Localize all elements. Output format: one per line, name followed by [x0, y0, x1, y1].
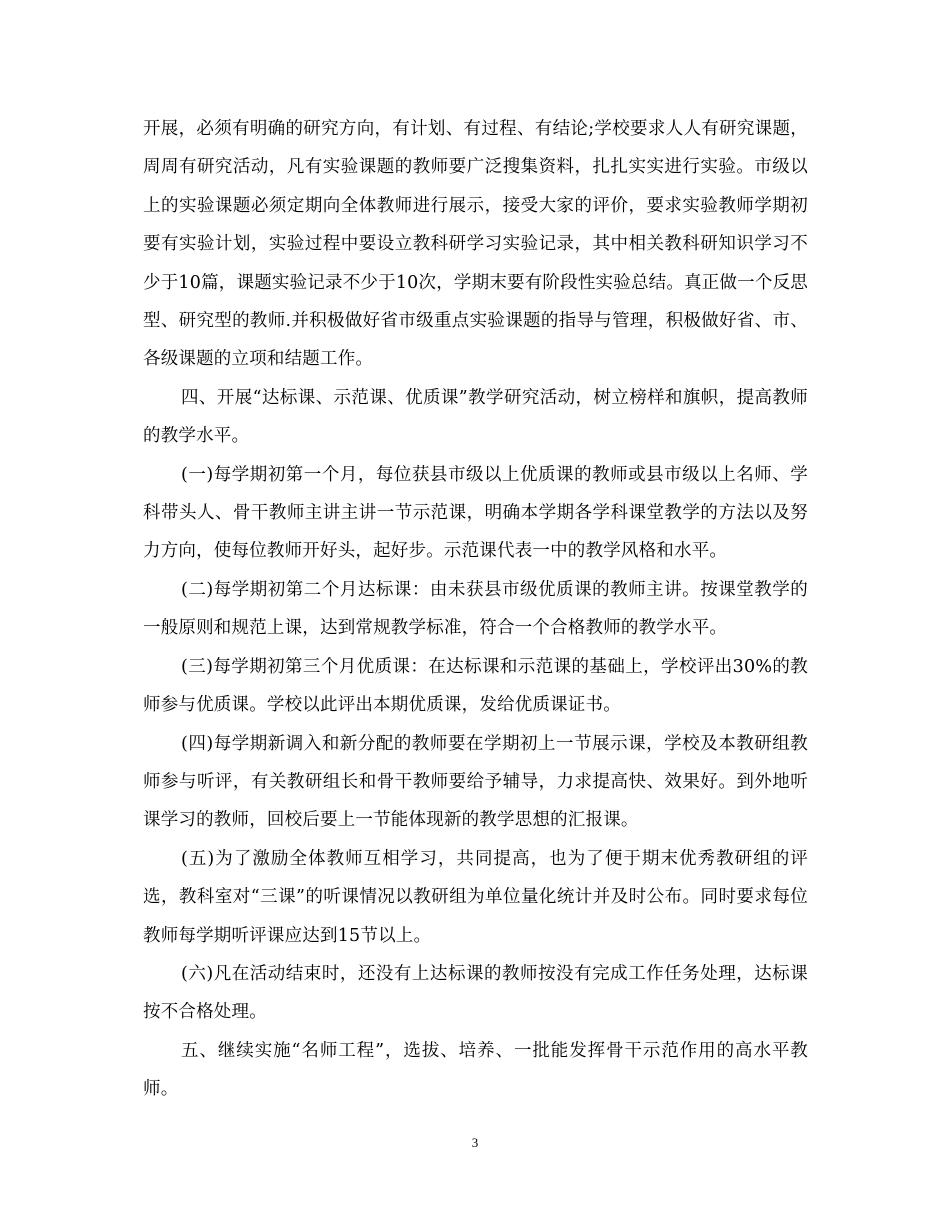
document-body [143, 110, 808, 1109]
paragraph-item-six: (六)凡在活动结束时，还没有上达标课的教师按没有完成工作任务处理，达标课按不合格处理。 [143, 963, 808, 1023]
paragraph-item-four: (四)每学期新调入和新分配的教师要在学期初上一节展示课，学校及本教研组教师参与听评，有关教研组长和骨干教师要给予辅导，力求提高快、效果好。到外地听课学习的教师，回校后要上一节能体现新的教学思想的汇报课。 [143, 733, 808, 831]
paragraph-section-five-heading: 五、继续实施“名师工程”，选拔、培养、一批能发挥骨干示范作用的高水平教师。 [143, 1040, 808, 1100]
paragraph-item-one: (一)每学期初第一个月，每位获县市级以上优质课的教师或县市级以上名师、学科带头人、骨干教师主讲主讲一节示范课，明确本学期各学科课堂教学的方法以及努力方向，使每位教师开好头，起好步。示范课代表一中的教学风格和水平。 [143, 464, 808, 562]
paragraph-item-two: (二)每学期初第二个月达标课：由未获县市级优质课的教师主讲。按课堂教学的一般原则和规范上课，达到常规教学标准，符合一个合格教师的教学水平。 [143, 579, 808, 639]
paragraph-item-five: (五)为了激励全体教师互相学习，共同提高，也为了便于期末优秀教研组的评选，教科室对“三课”的听课情况以教研组为单位量化统计并及时公布。同时要求每位教师每学期听评课应达到15节以上。 [143, 848, 808, 946]
paragraph-section-four-heading: 四、开展“达标课、示范课、优质课”教学研究活动，树立榜样和旗帜，提高教师的教学水平。 [143, 387, 808, 447]
paragraph-item-three: (三)每学期初第三个月优质课：在达标课和示范课的基础上，学校评出30%的教师参与优质课。学校以此评出本期优质课，发给优质课证书。 [143, 656, 808, 716]
paragraph-research-requirements: 开展，必须有明确的研究方向，有计划、有过程、有结论;学校要求人人有研究课题，周周有研究活动，凡有实验课题的教师要广泛搜集资料，扎扎实实进行实验。市级以上的实验课题必须定期向全体教师进行展示，接受大家的评价，要求实验教师学期初要有实验计划，实验过程中要设立教科研学习实验记录，其中相关教科研知识学习不少于10篇，课题实验记录不少于10次，学期末要有阶段性实验总结。真正做一个反思型、研究型的教师.并积极做好省市级重点实验课题的指导与管理，积极做好省、市、各级课题的立项和结题工作。 [143, 119, 808, 370]
page-number: 3 [471, 1135, 479, 1150]
